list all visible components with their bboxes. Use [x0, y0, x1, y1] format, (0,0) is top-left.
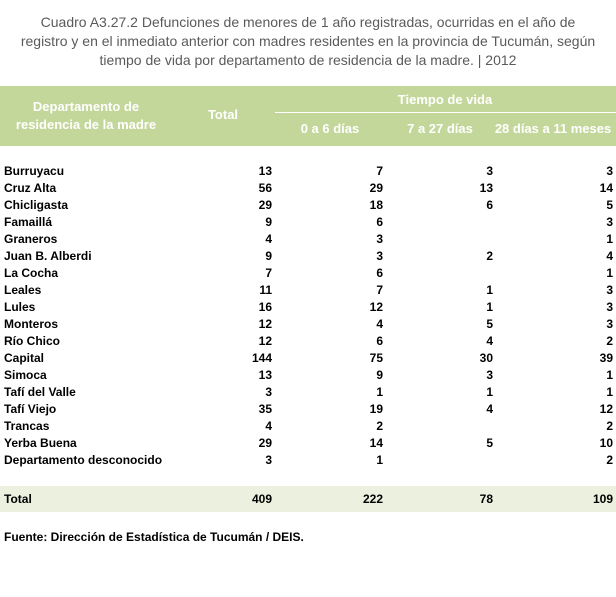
cell-7-a-27: 4 [486, 334, 493, 348]
header-0-a-6-dias: 0 a 6 días [300, 121, 360, 136]
cell-total: 7 [265, 266, 272, 280]
cell-28-a-11: 1 [606, 385, 613, 399]
cell-7-a-27: 5 [486, 436, 493, 450]
cell-0-a-6: 1 [376, 385, 383, 399]
cell-total: 9 [265, 249, 272, 263]
cell-total: 12 [258, 334, 272, 348]
title-line-3: tiempo de vida por departamento de residencia de la madre. | 2012 [99, 52, 517, 68]
cell-7-a-27: 1 [486, 283, 493, 297]
table-row [0, 214, 616, 231]
table-row [0, 401, 616, 418]
cell-7-a-27: 3 [486, 368, 493, 382]
cell-departamento: Capital [4, 351, 45, 365]
cell-7-a-27: 2 [486, 249, 493, 263]
cell-28-a-11: 10 [599, 436, 613, 450]
cell-total: 3 [265, 385, 272, 399]
cell-7-a-27: 13 [479, 181, 493, 195]
cell-departamento: Monteros [4, 317, 58, 331]
cell-28-a-11: 3 [606, 215, 613, 229]
total-row-total: 409 [251, 492, 272, 506]
cell-0-a-6: 18 [369, 198, 383, 212]
table-row [0, 299, 616, 316]
header-departamento [0, 98, 172, 134]
header-total: Total [207, 107, 239, 122]
total-row-label: Total [4, 492, 32, 506]
total-row-7-a-27: 78 [479, 492, 493, 506]
table-row [0, 197, 616, 214]
cell-28-a-11: 2 [606, 334, 613, 348]
cell-0-a-6: 29 [369, 181, 383, 195]
header-tiempo-de-vida: Tiempo de vida [397, 92, 493, 107]
cell-28-a-11: 3 [606, 317, 613, 331]
cell-0-a-6: 12 [369, 300, 383, 314]
cell-departamento: Leales [4, 283, 42, 297]
table-row [0, 435, 616, 452]
source-note: Fuente: Dirección de Estadística de Tucumán / DEIS. [4, 530, 304, 544]
header-departamento-line-1: Departamento de [32, 99, 140, 114]
table-title [0, 13, 616, 70]
cell-total: 144 [251, 351, 272, 365]
cell-28-a-11: 5 [606, 198, 613, 212]
cell-departamento: Río Chico [4, 334, 60, 348]
cell-total: 13 [258, 368, 272, 382]
table-body [0, 163, 616, 469]
table-row [0, 163, 616, 180]
cell-28-a-11: 12 [599, 402, 613, 416]
table-row [0, 418, 616, 435]
cell-departamento: Simoca [4, 368, 47, 382]
cell-0-a-6: 3 [376, 249, 383, 263]
table-row [0, 452, 616, 469]
table-row [0, 265, 616, 282]
cell-7-a-27: 6 [486, 198, 493, 212]
cell-28-a-11: 1 [606, 232, 613, 246]
total-row-28-a-11: 109 [592, 492, 613, 506]
cell-28-a-11: 3 [606, 300, 613, 314]
header-departamento-line-2: residencia de la madre [15, 117, 157, 132]
cell-departamento: Juan B. Alberdi [4, 249, 92, 263]
cell-28-a-11: 3 [606, 164, 613, 178]
cell-total: 11 [259, 283, 272, 297]
cell-7-a-27: 3 [486, 164, 493, 178]
cell-0-a-6: 6 [376, 215, 383, 229]
cell-0-a-6: 6 [376, 334, 383, 348]
cell-0-a-6: 6 [376, 266, 383, 280]
table-row [0, 384, 616, 401]
table-row [0, 350, 616, 367]
cell-departamento: Chicligasta [4, 198, 69, 212]
header-28-dias-a-11-meses: 28 días a 11 meses [494, 121, 612, 136]
cell-departamento: Tafí Viejo [4, 402, 57, 416]
cell-0-a-6: 1 [376, 453, 383, 467]
cell-7-a-27: 30 [479, 351, 493, 365]
cell-0-a-6: 75 [369, 351, 383, 365]
cell-departamento: La Cocha [4, 266, 59, 280]
cell-28-a-11: 4 [606, 249, 613, 263]
cell-0-a-6: 2 [376, 419, 383, 433]
cell-0-a-6: 7 [376, 283, 383, 297]
table-row [0, 231, 616, 248]
cell-departamento: Lules [4, 300, 36, 314]
cell-7-a-27: 4 [486, 402, 493, 416]
cell-0-a-6: 14 [369, 436, 383, 450]
cell-0-a-6: 3 [376, 232, 383, 246]
cell-departamento: Trancas [4, 419, 50, 433]
cell-departamento: Burruyacu [4, 164, 65, 178]
cell-departamento: Yerba Buena [4, 436, 77, 450]
table-row [0, 333, 616, 350]
table-row [0, 248, 616, 265]
cell-total: 13 [258, 164, 272, 178]
cell-0-a-6: 9 [376, 368, 383, 382]
cell-0-a-6: 4 [376, 317, 383, 331]
cell-departamento: Famaillá [4, 215, 53, 229]
table-row [0, 316, 616, 333]
header-divider [275, 112, 616, 113]
cell-28-a-11: 1 [606, 368, 613, 382]
cell-total: 3 [265, 453, 272, 467]
cell-departamento: Tafí del Valle [4, 385, 76, 399]
cell-total: 9 [265, 215, 272, 229]
table-row [0, 367, 616, 384]
header-7-a-27-dias: 7 a 27 días [407, 121, 473, 136]
title-line-1: Cuadro A3.27.2 Defunciones de menores de 1 año registradas, ocurridas en el año de [40, 14, 576, 30]
cell-0-a-6: 7 [376, 164, 383, 178]
cell-28-a-11: 1 [606, 266, 613, 280]
cell-total: 29 [258, 198, 272, 212]
cell-total: 12 [258, 317, 272, 331]
cell-7-a-27: 1 [486, 385, 493, 399]
cell-28-a-11: 2 [606, 419, 613, 433]
cell-departamento: Departamento desconocido [4, 453, 163, 467]
cell-7-a-27: 1 [486, 300, 493, 314]
cell-total: 4 [265, 419, 272, 433]
table-row [0, 180, 616, 197]
total-row [0, 486, 616, 512]
cell-total: 16 [258, 300, 272, 314]
cell-7-a-27: 5 [486, 317, 493, 331]
cell-total: 4 [265, 232, 272, 246]
cell-total: 29 [258, 436, 272, 450]
cell-total: 35 [258, 402, 272, 416]
cell-28-a-11: 14 [599, 181, 613, 195]
cell-28-a-11: 3 [606, 283, 613, 297]
cell-total: 56 [258, 181, 272, 195]
cell-departamento: Graneros [4, 232, 58, 246]
title-line-2: registro y en el inmediato anterior con madres residentes en la provincia de Tucumán, según [20, 33, 596, 49]
table-row [0, 282, 616, 299]
total-row-0-a-6: 222 [362, 492, 383, 506]
cell-departamento: Cruz Alta [4, 181, 57, 195]
cell-0-a-6: 19 [369, 402, 383, 416]
cell-28-a-11: 39 [599, 351, 613, 365]
cell-28-a-11: 2 [606, 453, 613, 467]
